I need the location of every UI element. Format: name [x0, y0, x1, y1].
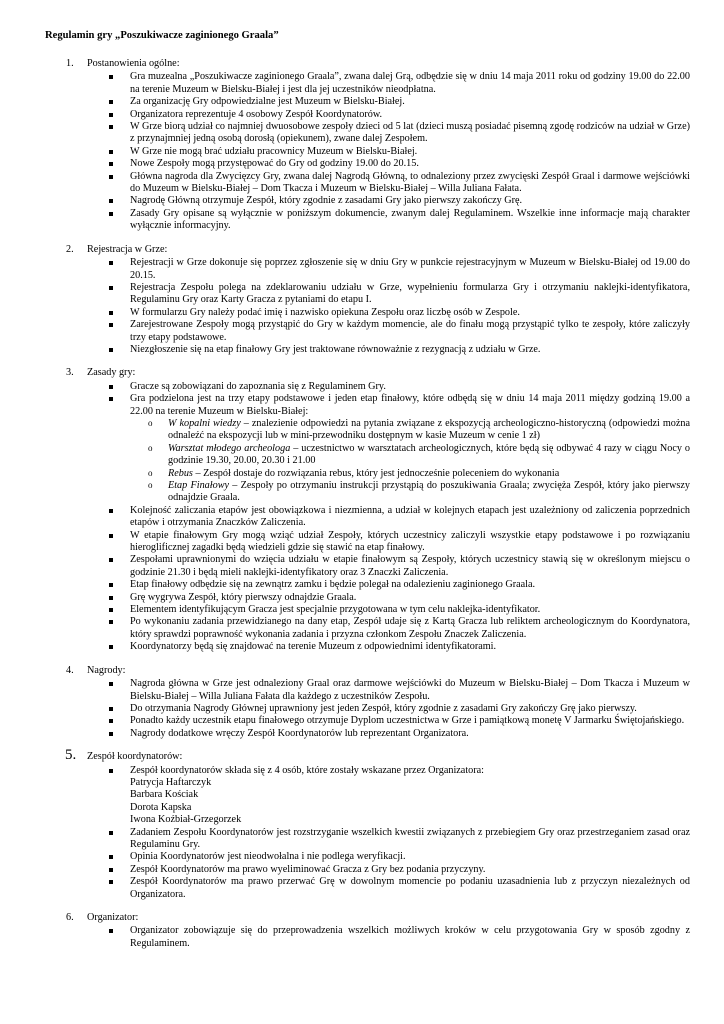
list-item: Nagrodę Główną otrzymuje Zespół, który zgodnie z zasadami Gry jako pierwszy zakończy Grę.: [130, 195, 690, 207]
list-item: Ponadto każdy uczestnik etapu finałowego otrzymuje Dyplom uczestnictwa w Grze i pamiątkową monetę V Jarmarku Świętojańskiego.: [130, 715, 690, 727]
list-item: Nowe Zespoły mogą przystępować do Gry od godziny 19.00 do 20.15.: [130, 158, 690, 170]
section-title: Organizator:: [87, 912, 139, 923]
sublist-item: [168, 418, 690, 443]
section-number: 3.: [66, 367, 74, 379]
section-list: [87, 71, 690, 232]
list-item: Zadaniem Zespołu Koordynatorów jest rozstrzyganie wszelkich kwestii związanych z przebiegiem Gry oraz przestrzeganiem zasad oraz Regulaminu Gry.: [130, 826, 690, 850]
list-item: Zasady Gry opisane są wyłącznie w poniższym dokumencie, zwanym dalej Regulaminem. Wszelkie inne informacje mają charakter wyłącznie informacyjny.: [130, 207, 690, 232]
section-number: 4.: [66, 664, 74, 676]
list-item: Organizatora reprezentuje 4 osobowy Zespół Koordynatorów.: [130, 109, 690, 121]
section-title: Nagrody:: [87, 664, 126, 676]
list-item: Zespół Koordynatorów ma prawo przerwać Grę w dowolnym momencie po podaniu uzasadnienia lub z przyczyn niezależnych od Organizatora.: [130, 876, 690, 900]
section-number: 2.: [66, 243, 74, 255]
list-item: Grę wygrywa Zespół, który pierwszy odnajdzie Graala.: [130, 592, 690, 604]
section-1: [45, 58, 690, 233]
stage-name: Etap Finałowy: [168, 480, 230, 491]
list-item: Etap finałowy odbędzie się na zewnątrz zamku i będzie polegał na odalezieniu zaginionego Graala.: [130, 579, 690, 591]
list-item: Zarejestrowane Zespoły mogą przystąpić do Gry w każdym momencie, ale do finału mogą przystąpić tylko te zespoły, które zaliczyły trzy etapy podstawowe.: [130, 319, 690, 343]
list-item: [130, 765, 690, 827]
list-item: [130, 393, 690, 505]
sublist-item: [168, 468, 690, 480]
section-number: 1.: [66, 58, 74, 69]
stage-name: Rebus: [168, 467, 193, 479]
list-item: W etapie finałowym Gry mogą wziąć udział Zespoły, których uczestnicy zaliczyli wszystkie etapy podstawowe i po rozwiązaniu hieroglificznej zagadki będą wiedzieli gdzie się stawić na etap finałowy.: [130, 529, 690, 554]
section-title: Zasady gry:: [87, 367, 136, 379]
stage-name: Warsztat młodego archeologa: [168, 442, 291, 454]
document-title: Regulamin gry „Poszukiwacze zaginionego Graala”: [45, 30, 279, 41]
list-item: Nagroda główna w Grze jest odnaleziony Graal oraz darmowe wejściówki do Muzeum w Bielsku-Białej – Dom Tkacza i Muzeum w Bielsku-Białej – Willa Juliana Fałata dla każdego z uczestników Zespołu.: [130, 678, 690, 702]
list-item: W Grze biorą udział co najmniej dwuosobowe zespoły dzieci od 5 lat (dzieci muszą posiadać pisemną zgodę rodziców na udział w Grze) z przynajmniej jedną osobą dorosłą (opiekunem), zwane dalej Zespołem.: [130, 121, 690, 145]
section-2: [45, 244, 690, 357]
section-title: Rejestracja w Grze:: [87, 243, 168, 255]
sublist: [130, 418, 690, 505]
section-5: [45, 747, 690, 901]
section-title: Zespół koordynatorów:: [87, 751, 183, 763]
stage-description: – uczestnictwo w warsztatach archeologicznych, które będą się odbywać 4 razy w ciągu Nocy o godzinie 19.30, 20.00, 20.30 i 21.00: [168, 442, 690, 467]
coordinator-name: Dorota Kapska: [130, 801, 192, 813]
stage-description: – Zespoły po otrzymaniu instrukcji przystąpią do poszukiwania Graala; zwycięża Zespół, który jako pierwszy odnajdzie Graala.: [168, 480, 690, 504]
list-item: Opinia Koordynatorów jest nieodwołalna i nie podlega weryfikacji.: [130, 851, 690, 863]
stage-name: W kopalni wiedzy: [168, 417, 241, 429]
coordinator-name: Barbara Kościak: [130, 789, 199, 801]
list-item: Rejestracji w Grze dokonuje się poprzez zgłoszenie się w dniu Gry w punkcie rejestracyjnym w Muzeum w Bielsku-Białej od 19.00 do 20.15.: [130, 257, 690, 281]
section-3: [45, 367, 690, 653]
stage-description: – znalezienie odpowiedzi na pytania związane z ekspozycją archeologiczno-historyczną (odpowiedzi można odnaleźć na ekspozycji lub w mini-przewodniku dostępnym w kasie Muzeum w cenie 1 zł): [168, 417, 690, 442]
list-item: Gra muzealna „Poszukiwacze zaginionego Graala”, zwana dalej Grą, odbędzie się w dniu 14 maja 2011 roku od godziny 19.00 do 22.00 na terenie Muzeum w Bielsku-Białej i jest dla jej uczestników nieodpłatna.: [130, 71, 690, 95]
section-list: [87, 765, 690, 901]
list-item-text: Gra podzielona jest na trzy etapy podstawowe i jeden etap finałowy, które odbędą się w dniu 14 maja 2011 między godziną 19.00 a 22.00 na terenie Muzeum w Bielsku-Białej:: [130, 393, 690, 417]
list-item: W Grze nie mogą brać udziału pracownicy Muzeum w Bielsku-Białej.: [130, 146, 690, 158]
list-item: Organizator zobowiązuje się do przeprowadzenia wszelkich możliwych kroków w celu przygotowania Gry w sposób zgodny z Regulaminem.: [130, 925, 690, 949]
list-item: Zespołami uprawnionymi do wzięcia udziału w etapie finałowym są Zespoły, których uczestnicy stawią się w określonym miejscu o godzinie 21.30 i będą mieli naklejki-identyfikatory oraz 3 Znaczki Zaliczenia.: [130, 554, 690, 578]
section-number: 5.: [65, 747, 77, 764]
list-item: Do otrzymania Nagrody Głównej uprawniony jest jeden Zespół, który zgodnie z zasadami Gry zakończy Grę jako pierwszy.: [130, 703, 690, 715]
list-item: Elementem identyfikującym Gracza jest specjalnie przygotowana w tym celu naklejka-identyfikator.: [130, 604, 690, 616]
list-item: Zespół Koordynatorów ma prawo wyeliminować Gracza z Gry bez podania przyczyny.: [130, 864, 690, 876]
section-list: [87, 257, 690, 356]
list-item: Rejestracja Zespołu polega na zdeklarowaniu udziału w Grze, wypełnieniu formularza Gry i otrzymaniu naklejki-identyfikatora, Regulaminu Gry oraz Karty Gracza z pytaniami do etapu I.: [130, 281, 690, 306]
coordinator-name: Iwona Koźbiał-Grzegorzek: [130, 814, 242, 826]
section-title: Postanowienia ogólne:: [87, 58, 180, 69]
coordinator-names: [130, 777, 690, 827]
list-item: Koordynatorzy będą się znajdować na terenie Muzeum z odpowiednimi identyfikatorami.: [130, 641, 690, 653]
section-number: 6.: [66, 912, 74, 923]
coordinator-name: Patrycja Haftarczyk: [130, 776, 212, 788]
list-item: Kolejność zaliczania etapów jest obowiązkowa i niezmienna, a udział w kolejnych etapach jest uzależniony od zaliczenia poprzednich etapów i otrzymania Znaczków Zaliczenia.: [130, 504, 690, 529]
sublist-item: [168, 480, 690, 505]
list-item: Niezgłoszenie się na etap finałowy Gry jest traktowane równoważnie z rezygnacją z udziału w Grze.: [130, 344, 690, 356]
section-4: [45, 665, 690, 740]
list-item: Główna nagroda dla Zwycięzcy Gry, zwana dalej Nagrodą Główną, to odnaleziony przez zwycięski Zespół Graal i darmowe wejściówki do Muzeum w Bielsku-Białej – Dom Tkacza i Muzeum w Bielsku-Białej – Willa Juliana Fałata.: [130, 170, 690, 195]
list-item-text: Zespół koordynatorów składa się z 4 osób, które zostały wskazane przez Organizatora:: [130, 764, 484, 776]
section-6: [45, 912, 690, 950]
section-list: [87, 925, 690, 950]
section-list: [87, 381, 690, 654]
list-item: Gracze są zobowiązani do zapoznania się z Regulaminem Gry.: [130, 381, 690, 393]
section-list: [87, 678, 690, 740]
list-item: Nagrody dodatkowe wręczy Zespół Koordynatorów lub reprezentant Organizatora.: [130, 728, 690, 740]
list-item: W formularzu Gry należy podać imię i nazwisko opiekuna Zespołu oraz liczbę osób w Zespole.: [130, 307, 690, 319]
list-item: Po wykonaniu zadania przewidzianego na dany etap, Zespół udaje się z Kartą Gracza lub reliktem archeologicznym do Koordynatora, który sprawdzi poprawność wykonania zadania i przyzna członkom Zespołu Znaczek Zaliczenia.: [130, 616, 690, 640]
stage-description: – Zespół dostaje do rozwiązania rebus, który jest jednocześnie poleceniem do wykonania: [192, 467, 560, 479]
list-item: Za organizację Gry odpowiedzialne jest Muzeum w Bielsku-Białej.: [130, 96, 690, 108]
sublist-item: [168, 443, 690, 468]
